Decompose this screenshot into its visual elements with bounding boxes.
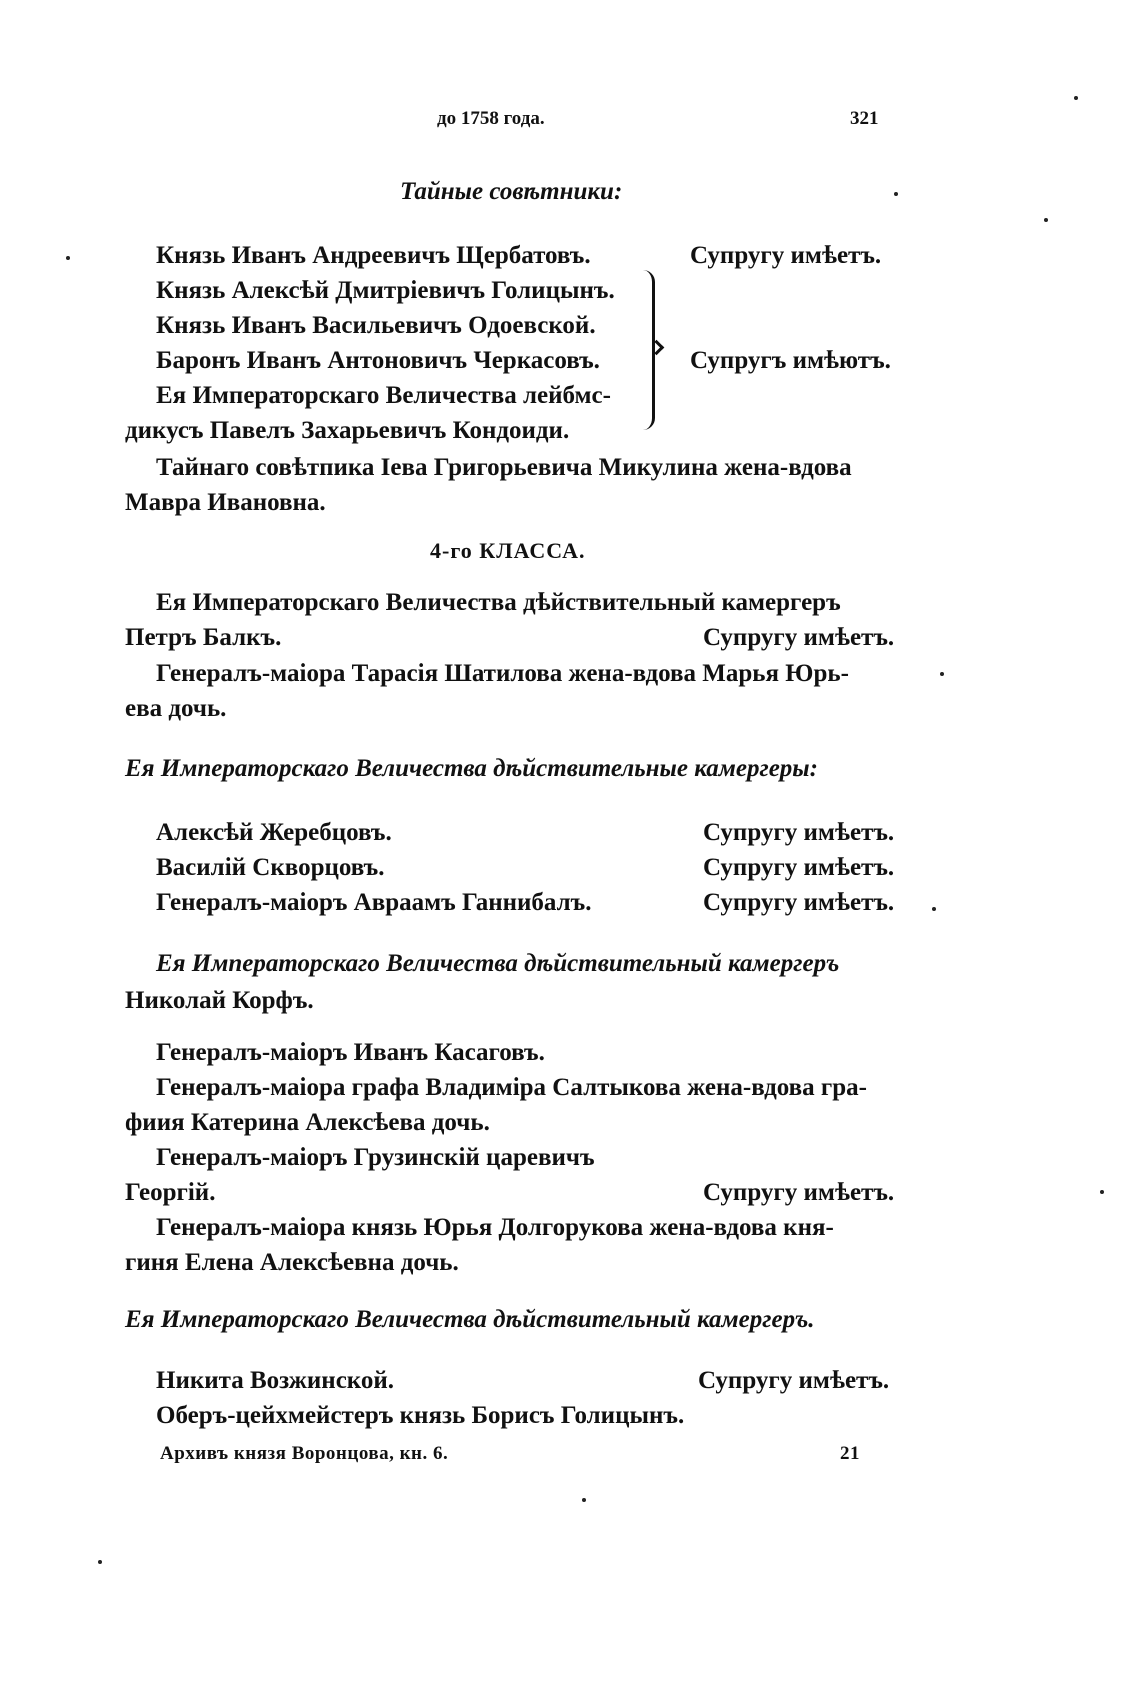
- text-line: Николай Корфъ.: [125, 987, 314, 1014]
- text-line: Ея Императорскаго Величества дѣйствительный камергеръ: [156, 589, 841, 616]
- text-line: ева дочь.: [125, 695, 227, 722]
- scan-speck: [66, 256, 70, 260]
- text-line: дикусъ Павелъ Захарьевичъ Кондоиди.: [125, 417, 570, 444]
- scan-speck: [894, 192, 898, 196]
- text-line: Василій Скворцовъ.: [156, 854, 385, 881]
- text-line: Алексѣй Жеребцовъ.: [156, 819, 392, 846]
- text-line: Оберъ-цейхмейстеръ князь Борисъ Голицынъ.: [156, 1402, 685, 1429]
- text-line: Генералъ-маіоръ Иванъ Касаговъ.: [156, 1039, 545, 1066]
- spouse-note: Супругъ имѣютъ.: [690, 347, 891, 374]
- scan-speck: [1044, 218, 1048, 222]
- spouse-note: Супругу имѣетъ.: [690, 242, 882, 269]
- text-line: Генералъ-маіора князь Юрья Долгорукова жена-вдова кня-: [156, 1214, 834, 1241]
- section-title-chamberlains: Ея Императорскаго Величества дѣйствительные камергеры:: [125, 755, 818, 782]
- text-line: Князь Иванъ Васильевичъ Одоевской.: [156, 312, 596, 339]
- spouse-note: Супругу имѣетъ.: [703, 854, 895, 881]
- text-line: Генералъ-маіоръ Грузинскій царевичъ: [156, 1144, 595, 1171]
- text-line: Георгій.: [125, 1179, 216, 1206]
- section-title-chamberlain-2: Ея Императорскаго Величества дѣйствительный камергеръ.: [125, 1306, 815, 1333]
- text-line: Генералъ-маіоръ Авраамъ Ганнибалъ.: [156, 889, 592, 916]
- signature-mark: 21: [840, 1443, 860, 1464]
- scan-speck: [1100, 1190, 1104, 1194]
- spouse-note: Супругу имѣетъ.: [703, 624, 895, 651]
- spouse-note: Супругу имѣетъ.: [703, 889, 895, 916]
- page-number: 321: [850, 108, 879, 129]
- spouse-note: Супругу имѣетъ.: [703, 1179, 895, 1206]
- spouse-note: Супругу имѣетъ.: [703, 819, 895, 846]
- section-title-privy-councillors: Тайные совѣтники:: [400, 178, 623, 205]
- curly-brace: [638, 270, 655, 430]
- scan-speck: [1074, 96, 1078, 100]
- scan-speck: [582, 1498, 586, 1502]
- scan-speck: [98, 1560, 102, 1564]
- section-title-chamberlain: Ея Императорскаго Величества дѣйствительный камергеръ: [156, 950, 840, 977]
- running-head: до 1758 года.: [437, 108, 545, 129]
- text-line: Мавра Ивановна.: [125, 489, 326, 516]
- footer-source: Архивъ князя Воронцова, кн. 6.: [160, 1443, 449, 1464]
- text-line: фиия Катерина Алексѣева дочь.: [125, 1109, 490, 1136]
- section-title-4th-class: 4-го КЛАССА.: [430, 538, 586, 563]
- text-line: Генералъ-маіора Тарасія Шатилова жена-вдова Марья Юрь-: [156, 660, 849, 687]
- text-line: Баронъ Иванъ Антоновичъ Черкасовъ.: [156, 347, 600, 374]
- text-line: Петръ Балкъ.: [125, 624, 282, 651]
- text-line: Генералъ-маіора графа Владиміра Салтыкова жена-вдова гра-: [156, 1074, 867, 1101]
- text-line: Тайнаго совѣтпика Іева Григорьевича Микулина жена-вдова: [156, 454, 852, 481]
- text-line: Князь Иванъ Андреевичъ Щербатовъ.: [156, 242, 591, 269]
- text-line: Никита Возжинской.: [156, 1367, 395, 1394]
- spouse-note: Супругу имѣетъ.: [698, 1367, 890, 1394]
- text-line: Князь Алексѣй Дмитріевичъ Голицынъ.: [156, 277, 615, 304]
- text-line: Ея Императорскаго Величества лейбмс-: [156, 382, 611, 409]
- scan-speck: [932, 907, 936, 911]
- text-line: гиня Елена Алексѣевна дочь.: [125, 1249, 459, 1276]
- scan-speck: [940, 672, 944, 676]
